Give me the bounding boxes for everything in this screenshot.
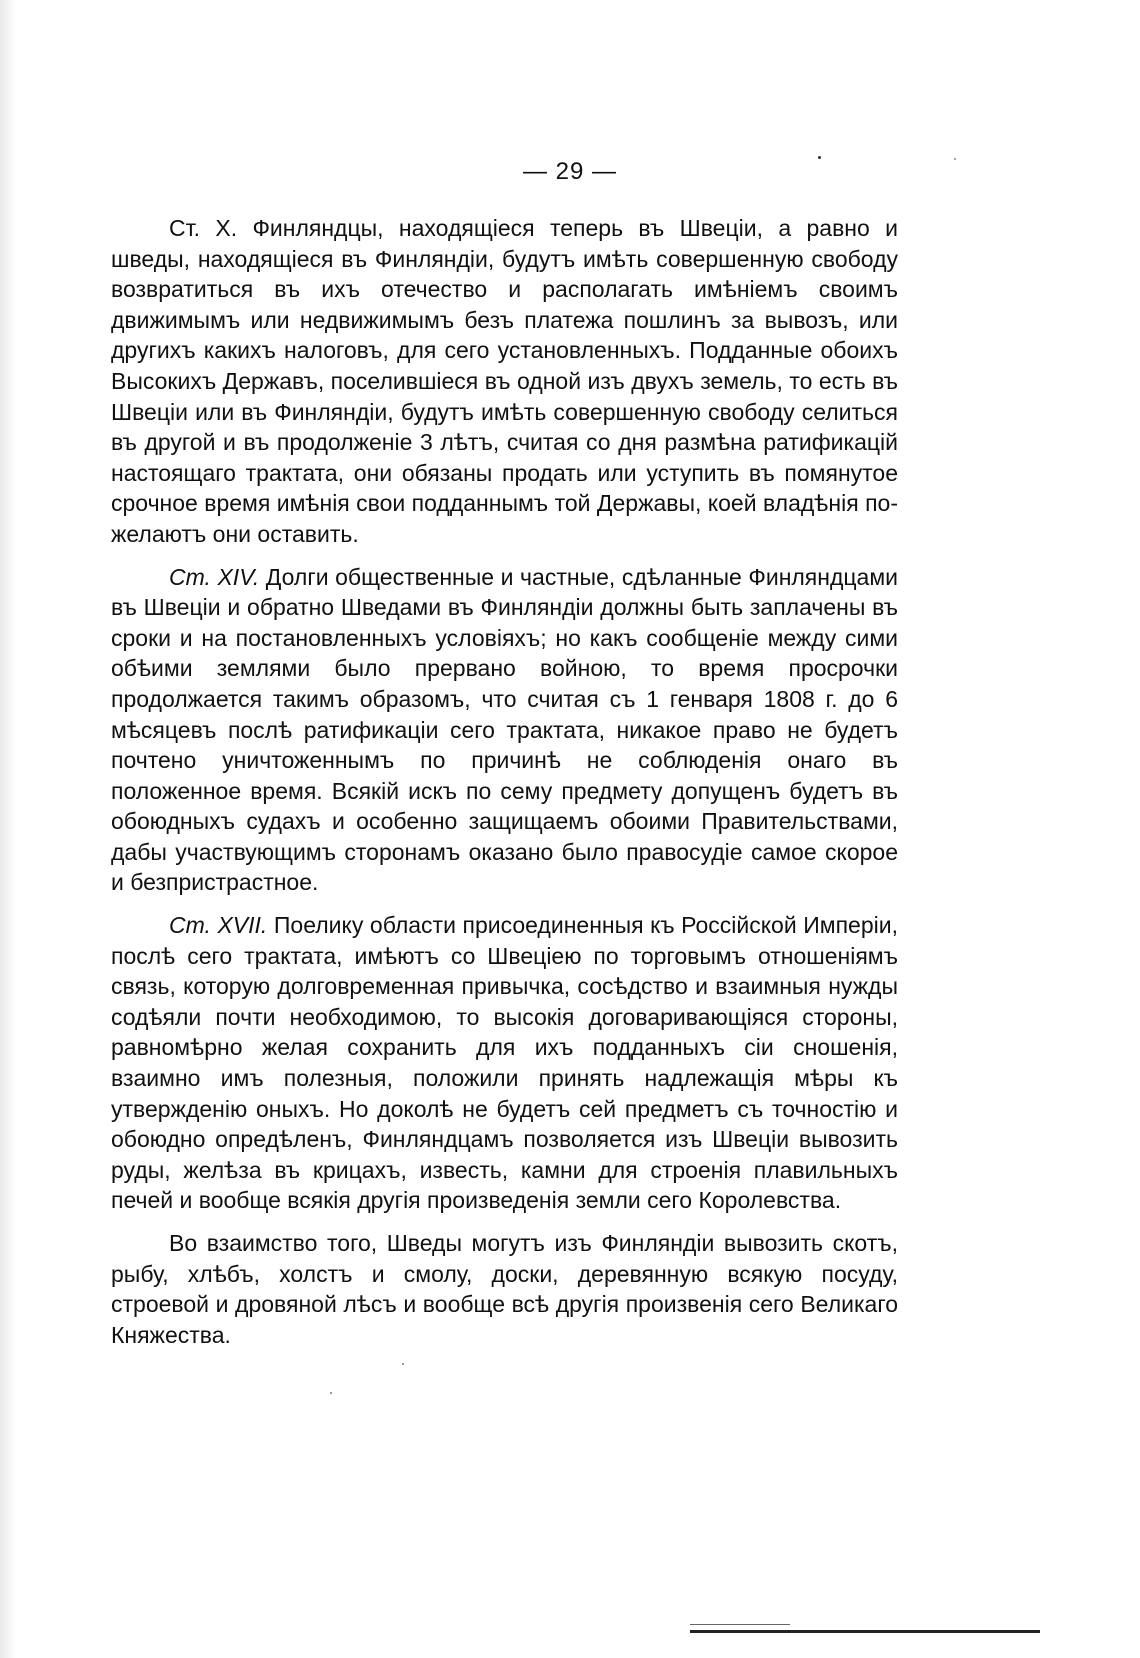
paragraph-text: Долги общественные и частные, сдѣланные Финляндцами въ Швеціи и обратно Шведами въ Финляндіи должны быть заплачены въ сроки и на постановленныхъ условіяхъ; но какъ сообщеніе между сими обѣими землями было прервано войною, то время просрочки продолжается такимъ образомъ, что считая съ 1 генваря 1808 г. до 6 мѣсяцевъ послѣ ратификаціи сего трактата, никакое право не будетъ почтено уничтоженнымъ по причинѣ не соблюденія онаго въ положенное время. Всякій искъ по сему предмету допущенъ будетъ въ обоюдныхъ судахъ и особенно защищаемъ обоими Правительствами, дабы участвующимъ сторонамъ оказано было правосудіе самое скорое и безпристрастное. <box>111 563 899 896</box>
article-14-paragraph <box>111 562 898 899</box>
scan-speck <box>818 156 821 159</box>
article-17-paragraph <box>111 910 898 1216</box>
paragraph-text: Во взаимство того, Шведы могутъ изъ Финляндіи вывозить скотъ, рыбу, хлѣбъ, холстъ и смолу, доски, деревянную всякую посуду, строевой и дровяной лѣсъ и вообще всѣ другія произвенія сего Великаго Княжества. <box>111 1230 898 1348</box>
reciprocity-paragraph <box>111 1228 898 1350</box>
footer-rule <box>690 1630 1040 1633</box>
paragraph-text: Ст. X. Финляндцы, находящіеся теперь въ Швеціи, а равно и шведы, находящіеся въ Финляндіи, будутъ имѣть совершенную свободу возвратиться въ ихъ отечество и располагать имѣніемъ своимъ движимымъ или недвижимымъ безъ платежа пошлинъ за вывозъ, или другихъ какихъ налоговъ, для сего установленныхъ. Подданные обоихъ Высокихъ Державъ, поселившіеся въ одной изъ двухъ земель, то есть въ Швеціи или въ Финляндіи, будутъ имѣть совершенную свободу селиться въ другой и въ продолженіе 3 лѣтъ, считая со дня размѣна ратификацій настоящаго трактата, они обязаны продать или уступить въ помянутое срочное время имѣнія свои подданнымъ той Державы, коей владѣнія пожелаютъ они оставить. <box>111 215 898 547</box>
paragraph-text: Поелику области присоединенныя къ Россійской Имперіи, послѣ сего трактата, имѣютъ со Швеціею по торговымъ отношеніямъ связь, которую долговременная привычка, сосѣдство и взаимныя нужды содѣяли почти необходимою, то высокія договаривающіяся стороны, равномѣрно желая сохранить для ихъ подданныхъ сіи сношенія, взаимно имъ полезныя, положили принять надлежащія мѣры къ утвержденію оныхъ. Но доколѣ не будетъ сей предметъ съ точностію и обоюдно опредѣленъ, Финляндцамъ позволяется изъ Швеціи вывозить руды, желѣза въ крицахъ, известь, камни для строенія плавильныхъ печей и вообще всякія другія произведенія земли сего Королевства. <box>111 912 898 1214</box>
footer-rule-thin <box>690 1624 790 1625</box>
scan-speck <box>954 158 956 160</box>
article-label: Ст. XIV. <box>169 563 260 590</box>
scan-speck <box>402 1363 404 1365</box>
page-number: — 29 — <box>522 158 618 185</box>
scan-speck <box>330 1392 332 1394</box>
scan-edge-shadow <box>0 0 16 1658</box>
article-10-paragraph <box>111 213 898 550</box>
article-label: Ст. XVII. <box>169 912 268 939</box>
document-body <box>111 213 898 1350</box>
